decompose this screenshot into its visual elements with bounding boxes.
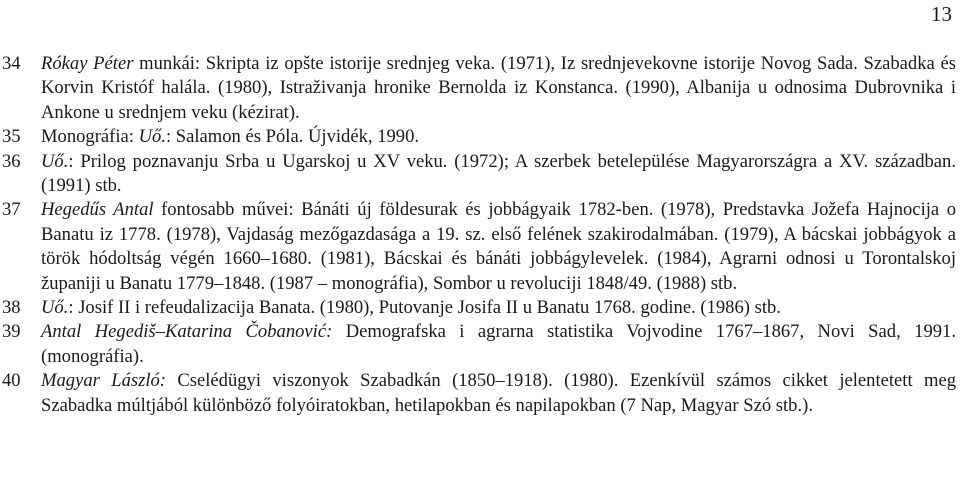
footnote-body: Demografska i agrarna statistika Vojvodine 1767–1867, Novi Sad, 1991. (monográfia). [41, 321, 956, 367]
footnote-number: 35 [2, 126, 21, 148]
footnote-text [41, 198, 956, 296]
footnote-34 [0, 52, 956, 125]
footnote-prefix: Monográfia: [41, 126, 139, 148]
footnote-number: 39 [2, 321, 21, 343]
footnote-text [41, 296, 956, 320]
footnote-number: 36 [2, 150, 21, 172]
footnote-author: Uő. [41, 297, 69, 319]
footnote-body: : Prilog poznavanju Srba u Ugarskoj u XV veku. (1972); A szerbek betelepülése Magyarországra a XV. században. (1991) stb. [41, 150, 956, 197]
footnote-body: munkái: Skripta iz opšte istorije srednjeg veka. (1971), Iz srednjevekovne istorije Novog Sada. Szabadka és Korvin Kristóf halála. (1980), Istraživanja hronike Bernolda iz Konstanca. (1990), Albanija u odnosima Dubrovnika i Ankone u srednjem veku (kézirat). [41, 53, 956, 123]
footnote-author: Uő. [41, 150, 69, 172]
footnote-text [41, 125, 956, 149]
footnote-author: Hegedűs Antal [41, 199, 154, 221]
footnote-author: Rókay Péter [41, 53, 134, 74]
footnotes-list [0, 52, 956, 418]
footnote-author: Magyar László: [41, 370, 166, 392]
footnote-38 [0, 296, 956, 320]
footnote-39 [0, 320, 956, 369]
footnote-body: : Josif II i refeudalizacija Banata. (1980), Putovanje Josifa II u Banatu 1768. godine. (1986) stb. [68, 297, 781, 319]
footnote-number: 38 [2, 297, 21, 319]
page-number: 13 [931, 2, 952, 26]
footnote-author: Antal Hegediš–Katarina Čobanović: [41, 321, 333, 343]
footnote-author: Uő. [138, 126, 166, 148]
footnote-text [41, 320, 956, 369]
footnote-number: 40 [2, 370, 21, 392]
footnote-35 [0, 125, 956, 149]
footnote-40 [0, 369, 956, 418]
footnote-37 [0, 198, 956, 296]
footnote-text [41, 369, 956, 418]
footnote-36 [0, 150, 956, 199]
footnote-body: fontosabb művei: Bánáti új földesurak és jobbágyaik 1782-ben. (1978), Predstavka Jožefa Hajnocija o Banatu iz 1778. (1978), Vajdaság mezőgazdasága a 19. sz. első felének szakirodalmában. (1979), A bácskai jobbágyok a török hódoltság végén 1660–1680. (1981), Bácskai és bánáti jobbágylevelek. (1984), Agrarni odnosi u Torontalskoj županiji u Banatu 1779–1848. (1987 – monográfia), Sombor u revoluciji 1848/49. (1988) stb. [41, 199, 956, 294]
footnote-number: 34 [2, 53, 21, 74]
footnote-text [41, 150, 956, 199]
footnote-text [41, 52, 956, 125]
footnote-body: : Salamon és Póla. Újvidék, 1990. [165, 126, 420, 148]
footnote-body: Cselédügyi viszonyok Szabadkán (1850–1918). (1980). Ezenkívül számos cikket jelentetett meg Szabadka múltjából különböző folyóiratokban, hetilapokban és napilapokban (7 Nap, Magyar Szó stb.). [41, 370, 957, 416]
footnote-number: 37 [2, 199, 21, 221]
